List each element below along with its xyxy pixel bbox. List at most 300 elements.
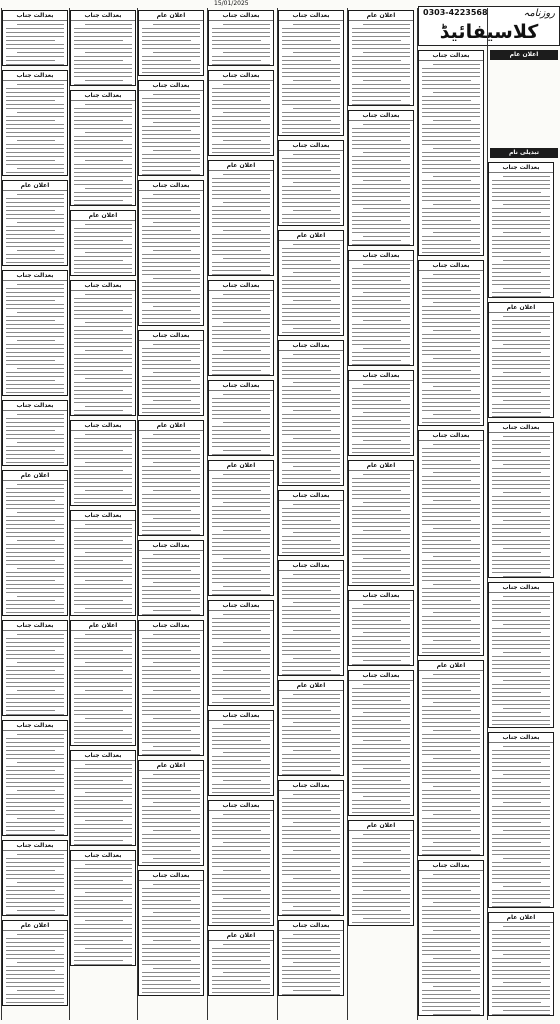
ad-text-line (212, 242, 270, 243)
ad-text-line (422, 886, 480, 887)
ad-text-line (142, 710, 191, 711)
ad-text-line (74, 900, 123, 901)
ad-text-line (17, 790, 55, 791)
ad-text-line (503, 624, 550, 625)
ad-text-line (492, 814, 550, 815)
ad-text-line (142, 750, 191, 751)
ad-text-line (17, 934, 64, 935)
ad-text-line (142, 282, 200, 283)
ad-text-line (293, 532, 340, 533)
ad-text-line (6, 332, 64, 333)
ad-text-line (422, 406, 480, 407)
ad-text-line (282, 734, 340, 735)
ad-text-line (6, 650, 55, 651)
ad-text-line (282, 898, 340, 899)
ad-text-line (282, 858, 340, 859)
ad-text-line (142, 984, 200, 985)
classified-ad (278, 680, 344, 776)
ad-text-line (223, 394, 270, 395)
ad-text-line (282, 402, 340, 403)
ad-text-line (85, 948, 132, 949)
ad-text-line (352, 510, 401, 511)
ad-text-line (223, 84, 270, 85)
ad-text-line (282, 806, 340, 807)
ad-text-line (74, 326, 132, 327)
ad-text-line (282, 358, 340, 359)
ad-text-line (212, 776, 270, 777)
ad-text-line (492, 878, 550, 879)
ad-text-line (282, 540, 331, 541)
ad-text-line (282, 478, 340, 479)
ad-text-line (74, 686, 132, 687)
classified-ad (488, 162, 554, 298)
ad-text-line (352, 224, 410, 225)
ad-text-line (282, 738, 340, 739)
ad-text-line (6, 164, 64, 165)
ad-text-line (492, 560, 550, 561)
ad-text-line (74, 880, 123, 881)
ad-text-line (212, 518, 270, 519)
ad-text-line (492, 990, 550, 991)
ad-text-line (212, 850, 261, 851)
ad-text-line (212, 486, 270, 487)
ad-text-line (142, 166, 200, 167)
ad-text-line (17, 442, 64, 443)
classified-ad (348, 110, 414, 246)
ad-text-line (282, 986, 340, 987)
ad-text-line (6, 492, 64, 493)
classified-ad (418, 260, 484, 426)
ad-text-line (153, 690, 191, 691)
ad-text-line (74, 60, 123, 61)
ad-text-line (212, 682, 270, 683)
ad-text-line (293, 300, 331, 301)
ad-text-line (282, 36, 340, 37)
ad-text-line (363, 236, 410, 237)
ad-text-line (142, 32, 200, 33)
ad-text-line (293, 850, 331, 851)
ad-text-line (212, 980, 261, 981)
ad-text-line (74, 342, 132, 343)
ad-text-line (492, 504, 550, 505)
ad-text-line (282, 256, 340, 257)
ad-text-line (212, 222, 270, 223)
ad-text-line (212, 194, 270, 195)
ad-text-line (492, 612, 541, 613)
ad-text-line (212, 686, 270, 687)
ad-text-line (6, 214, 64, 215)
ad-text-line (74, 200, 123, 201)
classified-ad (418, 50, 484, 256)
ad-text-line (142, 892, 200, 893)
classified-ad (488, 302, 554, 418)
ad-text-line (212, 418, 270, 419)
ad-text-line (282, 698, 340, 699)
ad-text-line (74, 738, 132, 739)
ad-text-line (282, 646, 340, 647)
ad-heading: بعدالت جناب (209, 71, 273, 81)
ad-text-line (6, 866, 64, 867)
ad-text-line (142, 952, 200, 953)
ad-text-line (422, 200, 471, 201)
ad-text-line (212, 546, 270, 547)
ad-text-line (352, 296, 410, 297)
ad-text-line (142, 56, 200, 57)
classified-ad (138, 420, 204, 536)
ad-text-line (74, 568, 132, 569)
ad-heading: بعدالت جناب (3, 721, 67, 731)
ad-text-line (422, 488, 480, 489)
ad-text-line (6, 580, 55, 581)
ad-text-line (492, 268, 550, 269)
ad-text-line (352, 272, 410, 273)
ad-text-line (422, 378, 480, 379)
classified-ad (70, 620, 136, 746)
ad-text-line (422, 1002, 480, 1003)
classified-ad (2, 400, 68, 466)
ad-text-line (6, 88, 64, 89)
ad-text-line (6, 388, 64, 389)
ad-text-line (212, 32, 270, 33)
ad-text-line (422, 690, 471, 691)
ad-text-line (282, 746, 340, 747)
ad-text-line (212, 760, 261, 761)
ad-text-line (282, 422, 340, 423)
classified-ad (70, 510, 136, 616)
ad-text-line (282, 44, 340, 45)
ad-text-line (212, 136, 270, 137)
ad-text-line (282, 890, 331, 891)
ad-text-line (212, 406, 270, 407)
ad-text-line (142, 842, 200, 843)
ad-text-line (363, 918, 410, 919)
ad-text-line (352, 780, 401, 781)
ad-text-line (142, 392, 200, 393)
ad-text-line (74, 776, 132, 777)
ad-text-line (17, 312, 64, 313)
ad-text-line (74, 450, 123, 451)
ad-text-line (212, 992, 270, 993)
ad-text-line (492, 628, 550, 629)
ad-text-line (6, 210, 55, 211)
ad-text-line (212, 956, 270, 957)
ad-text-line (352, 204, 410, 205)
ad-text-line (142, 64, 200, 65)
ad-text-line (6, 328, 64, 329)
ad-text-line (142, 218, 200, 219)
ad-text-line (6, 44, 64, 45)
ad-text-line (142, 210, 191, 211)
ad-text-line (363, 530, 401, 531)
ad-text-line (142, 778, 200, 779)
ad-text-line (352, 648, 410, 649)
ad-text-line (17, 882, 64, 883)
ad-text-line (352, 704, 410, 705)
ad-text-line (422, 822, 480, 823)
ad-text-line (74, 710, 123, 711)
ad-text-line (363, 292, 410, 293)
ad-text-line (282, 548, 340, 549)
ad-text-line (74, 120, 123, 121)
ad-text-line (492, 440, 550, 441)
ad-text-line (212, 446, 270, 447)
ad-text-line (282, 536, 340, 537)
ad-text-line (153, 490, 191, 491)
ad-text-line (142, 686, 200, 687)
ad-heading: بعدالت جناب (489, 163, 553, 173)
ad-text-line (492, 846, 550, 847)
ad-text-line (422, 686, 480, 687)
ad-text-line (433, 584, 480, 585)
ad-text-line (6, 646, 64, 647)
ad-text-line (17, 634, 64, 635)
ad-text-line (6, 288, 64, 289)
ad-heading: بعدالت جناب (349, 371, 413, 381)
ad-text-line (74, 346, 132, 347)
ad-text-line (282, 666, 340, 667)
ad-text-line (422, 826, 480, 827)
section-label-public-notice: اعلان عام (490, 50, 558, 60)
ad-text-line (6, 348, 64, 349)
ad-heading: اعلان عام (489, 303, 553, 313)
ad-text-line (492, 292, 541, 293)
ad-text-line (74, 228, 132, 229)
ad-text-line (293, 328, 340, 329)
ad-text-line (74, 654, 132, 655)
ad-text-line (212, 454, 270, 455)
ad-text-line (352, 364, 410, 365)
ad-text-line (492, 874, 550, 875)
ad-text-line (74, 952, 132, 953)
ad-text-line (352, 64, 410, 65)
ad-text-line (142, 530, 191, 531)
ad-text-line (6, 870, 55, 871)
ad-text-line (492, 1006, 550, 1007)
ad-text-line (352, 914, 410, 915)
ad-text-line (17, 734, 64, 735)
classified-ad (70, 90, 136, 206)
ad-text-line (142, 838, 200, 839)
ad-text-line (422, 342, 480, 343)
ad-text-line (142, 590, 191, 591)
ad-text-line (74, 438, 132, 439)
ad-heading: بعدالت جناب (139, 541, 203, 551)
ad-text-line (6, 532, 64, 533)
ad-text-line (282, 950, 331, 951)
ad-text-line (6, 372, 64, 373)
ad-text-line (293, 934, 340, 935)
ad-text-line (352, 44, 410, 45)
ad-text-line (212, 570, 261, 571)
ad-text-line (142, 706, 200, 707)
ad-text-line (142, 738, 200, 739)
ad-text-line (74, 650, 123, 651)
ad-text-line (422, 496, 480, 497)
ad-text-line (6, 430, 55, 431)
ad-text-line (282, 874, 340, 875)
ad-text-line (293, 658, 340, 659)
ad-text-line (153, 462, 200, 463)
ad-text-line (352, 756, 410, 757)
ad-text-line (422, 790, 471, 791)
ad-text-line (422, 402, 480, 403)
ad-text-line (282, 32, 340, 33)
ad-text-line (74, 124, 132, 125)
ad-text-line (74, 264, 132, 265)
ad-text-line (6, 746, 64, 747)
ad-text-line (293, 154, 340, 155)
ad-text-line (282, 76, 340, 77)
ad-text-line (142, 302, 200, 303)
ad-text-line (212, 654, 270, 655)
ad-text-line (422, 572, 480, 573)
ad-text-line (223, 258, 270, 259)
ad-text-line (142, 318, 200, 319)
ad-text-line (282, 248, 340, 249)
ad-text-line (282, 910, 331, 911)
ad-text-line (6, 894, 64, 895)
ad-text-line (282, 222, 340, 223)
ad-heading: اعلان عام (419, 661, 483, 671)
ad-text-line (223, 450, 261, 451)
ad-text-line (282, 88, 340, 89)
ad-text-line (6, 308, 64, 309)
ad-text-line (282, 966, 340, 967)
ad-text-line (293, 244, 340, 245)
ad-text-line (6, 258, 64, 259)
ad-text-line (352, 566, 410, 567)
ad-text-line (282, 508, 340, 509)
ad-heading: اعلان عام (209, 161, 273, 171)
ad-text-line (142, 162, 200, 163)
ad-text-line (74, 912, 132, 913)
ad-text-line (492, 608, 550, 609)
ad-text-line (6, 798, 64, 799)
ad-text-line (492, 572, 541, 573)
ad-heading: بعدالت جناب (3, 271, 67, 281)
ad-text-line (492, 552, 541, 553)
ad-text-line (142, 818, 200, 819)
ad-text-line (282, 276, 340, 277)
ad-text-line (282, 198, 340, 199)
ad-text-line (282, 886, 340, 887)
ad-text-line (422, 350, 471, 351)
ad-text-line (352, 838, 410, 839)
ad-text-line (74, 398, 132, 399)
ad-text-line (282, 894, 340, 895)
ad-text-line (282, 442, 340, 443)
ad-text-line (74, 232, 132, 233)
ad-text-line (17, 662, 64, 663)
ad-text-line (503, 464, 550, 465)
ad-text-line (352, 168, 410, 169)
ad-text-line (352, 870, 401, 871)
ad-text-line (212, 534, 270, 535)
ad-text-line (422, 942, 480, 943)
ad-text-line (422, 774, 480, 775)
ad-text-line (6, 426, 64, 427)
ad-text-line (142, 722, 200, 723)
ad-text-line (142, 674, 200, 675)
ad-text-line (492, 280, 550, 281)
ad-text-line (212, 478, 270, 479)
ad-text-line (74, 642, 132, 643)
ad-text-line (492, 850, 550, 851)
ad-text-line (293, 24, 340, 25)
ad-text-line (223, 944, 270, 945)
ad-text-line (74, 112, 132, 113)
ad-text-line (492, 786, 550, 787)
ad-text-line (6, 292, 64, 293)
ad-text-line (492, 500, 550, 501)
ad-text-line (503, 492, 541, 493)
ad-text-line (433, 556, 480, 557)
ad-text-line (282, 810, 331, 811)
ad-text-line (293, 906, 340, 907)
ad-text-line (142, 486, 200, 487)
ad-text-line (74, 486, 132, 487)
ad-text-line (352, 328, 410, 329)
classified-ad (348, 10, 414, 106)
ad-text-line (352, 664, 410, 665)
ad-text-line (142, 294, 200, 295)
ad-text-line (212, 634, 270, 635)
ad-text-line (212, 964, 270, 965)
ad-text-line (422, 710, 471, 711)
ad-text-line (6, 504, 64, 505)
ad-text-line (352, 582, 410, 583)
ad-text-line (6, 336, 64, 337)
ad-text-line (74, 442, 132, 443)
ad-text-line (74, 260, 123, 261)
ad-text-line (74, 40, 123, 41)
ad-text-line (422, 216, 480, 217)
ad-text-line (492, 220, 550, 221)
ad-text-line (6, 890, 55, 891)
ad-text-line (142, 348, 200, 349)
ad-text-line (6, 556, 64, 557)
ad-text-line (212, 526, 270, 527)
ad-text-line (282, 610, 331, 611)
ad-text-line (282, 634, 340, 635)
ad-text-line (142, 170, 191, 171)
ad-text-line (282, 766, 340, 767)
ad-text-line (212, 764, 270, 765)
ad-text-line (282, 758, 340, 759)
ad-text-line (142, 570, 191, 571)
ad-text-line (352, 396, 410, 397)
ad-text-line (6, 906, 64, 907)
ad-text-line (212, 48, 270, 49)
ad-text-line (282, 914, 340, 915)
ad-text-line (142, 146, 200, 147)
ad-text-line (223, 642, 270, 643)
ad-text-line (433, 386, 480, 387)
ad-text-line (153, 718, 200, 719)
ad-text-line (422, 806, 480, 807)
ad-text-line (422, 492, 480, 493)
ad-text-line (293, 80, 331, 81)
ad-text-line (6, 422, 64, 423)
ad-text-line (433, 902, 480, 903)
ad-text-line (142, 678, 200, 679)
ad-text-line (74, 318, 132, 319)
ad-heading: بعدالت جناب (3, 71, 67, 81)
ad-text-line (422, 104, 480, 105)
ad-text-line (282, 386, 340, 387)
ad-text-line (142, 806, 200, 807)
ad-text-line (352, 304, 410, 305)
